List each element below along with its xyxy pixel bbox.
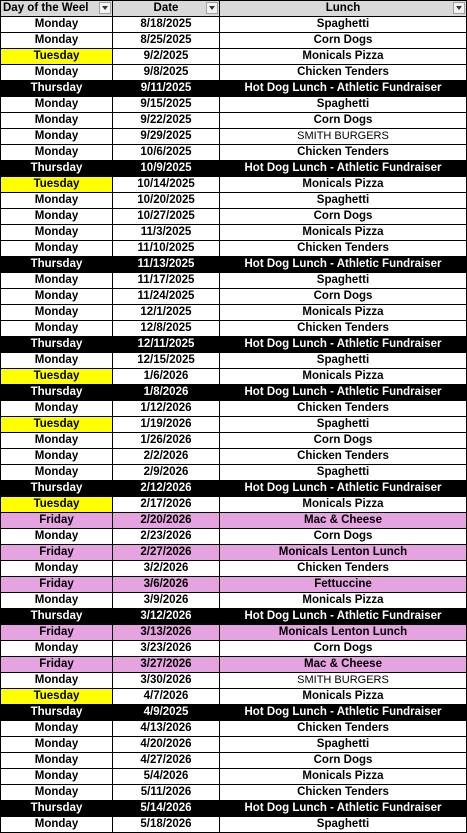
cell-day[interactable]: Thursday (1, 481, 113, 497)
cell-day[interactable]: Monday (1, 353, 113, 369)
cell-lunch[interactable]: Hot Dog Lunch - Athletic Fundraiser (220, 385, 467, 401)
table-row (1, 209, 467, 225)
table-row (1, 545, 467, 561)
table-row (1, 289, 467, 305)
cell-date[interactable]: 8/18/2025 (113, 17, 220, 33)
table-row (1, 369, 467, 385)
cell-date[interactable]: 4/7/2026 (113, 689, 220, 705)
filter-dropdown-date[interactable] (206, 2, 218, 14)
cell-date[interactable]: 11/10/2025 (113, 241, 220, 257)
cell-lunch[interactable]: Corn Dogs (220, 209, 467, 225)
cell-date[interactable]: 9/15/2025 (113, 97, 220, 113)
table-row (1, 337, 467, 353)
cell-lunch[interactable]: Corn Dogs (220, 753, 467, 769)
cell-day[interactable]: Monday (1, 465, 113, 481)
cell-lunch[interactable]: Chicken Tenders (220, 145, 467, 161)
cell-date[interactable]: 5/4/2026 (113, 769, 220, 785)
cell-lunch[interactable]: Spaghetti (220, 97, 467, 113)
table-row (1, 65, 467, 81)
dropdown-arrow-icon (102, 6, 108, 10)
cell-lunch[interactable]: Spaghetti (220, 193, 467, 209)
cell-day[interactable]: Thursday (1, 385, 113, 401)
table-row (1, 817, 467, 833)
cell-day[interactable]: Monday (1, 17, 113, 33)
cell-day[interactable]: Thursday (1, 81, 113, 97)
cell-lunch[interactable]: SMITH BURGERS (220, 673, 467, 689)
table-row (1, 353, 467, 369)
cell-date[interactable]: 1/6/2026 (113, 369, 220, 385)
table-row (1, 129, 467, 145)
cell-day[interactable]: Monday (1, 561, 113, 577)
table-row (1, 17, 467, 33)
cell-date[interactable]: 3/6/2026 (113, 577, 220, 593)
table-row (1, 401, 467, 417)
cell-day[interactable]: Monday (1, 401, 113, 417)
cell-day[interactable]: Thursday (1, 257, 113, 273)
cell-lunch[interactable]: Hot Dog Lunch - Athletic Fundraiser (220, 801, 467, 817)
cell-lunch[interactable]: Hot Dog Lunch - Athletic Fundraiser (220, 481, 467, 497)
cell-lunch[interactable]: Monicals Pizza (220, 177, 467, 193)
cell-lunch[interactable]: Spaghetti (220, 17, 467, 33)
cell-day[interactable]: Tuesday (1, 689, 113, 705)
cell-date[interactable]: 2/20/2026 (113, 513, 220, 529)
table-row (1, 113, 467, 129)
header-label: Date (153, 2, 179, 14)
cell-date[interactable]: 3/27/2026 (113, 657, 220, 673)
filter-dropdown-day[interactable] (99, 2, 111, 14)
cell-day[interactable]: Monday (1, 737, 113, 753)
header-day-of-week (1, 1, 113, 17)
cell-date[interactable]: 1/12/2026 (113, 401, 220, 417)
cell-lunch[interactable]: Chicken Tenders (220, 561, 467, 577)
cell-date[interactable]: 2/17/2026 (113, 497, 220, 513)
cell-day[interactable]: Monday (1, 209, 113, 225)
table-row (1, 273, 467, 289)
cell-date[interactable]: 9/2/2025 (113, 49, 220, 65)
cell-lunch[interactable]: Hot Dog Lunch - Athletic Fundraiser (220, 257, 467, 273)
cell-day[interactable]: Thursday (1, 609, 113, 625)
table-row (1, 801, 467, 817)
header-date (113, 1, 220, 17)
cell-lunch[interactable]: Corn Dogs (220, 529, 467, 545)
cell-date[interactable]: 3/9/2026 (113, 593, 220, 609)
table-row (1, 417, 467, 433)
cell-lunch[interactable]: Chicken Tenders (220, 321, 467, 337)
cell-date[interactable]: 3/13/2026 (113, 625, 220, 641)
table-row (1, 497, 467, 513)
cell-lunch[interactable]: Hot Dog Lunch - Athletic Fundraiser (220, 161, 467, 177)
cell-date[interactable]: 12/15/2025 (113, 353, 220, 369)
cell-day[interactable]: Monday (1, 641, 113, 657)
table-row (1, 785, 467, 801)
table-row (1, 257, 467, 273)
cell-day[interactable]: Monday (1, 593, 113, 609)
cell-date[interactable]: 3/2/2026 (113, 561, 220, 577)
cell-lunch[interactable]: Corn Dogs (220, 289, 467, 305)
cell-day[interactable]: Monday (1, 769, 113, 785)
cell-date[interactable]: 12/8/2025 (113, 321, 220, 337)
table-row (1, 625, 467, 641)
cell-lunch[interactable]: Spaghetti (220, 417, 467, 433)
table-row (1, 673, 467, 689)
cell-date[interactable]: 2/2/2026 (113, 449, 220, 465)
cell-lunch[interactable]: Chicken Tenders (220, 241, 467, 257)
cell-day[interactable]: Tuesday (1, 49, 113, 65)
table-row (1, 449, 467, 465)
table-row (1, 609, 467, 625)
cell-lunch[interactable]: Monicals Pizza (220, 497, 467, 513)
cell-lunch[interactable]: Chicken Tenders (220, 401, 467, 417)
cell-lunch[interactable]: Corn Dogs (220, 33, 467, 49)
cell-date[interactable]: 12/11/2025 (113, 337, 220, 353)
cell-date[interactable]: 9/8/2025 (113, 65, 220, 81)
cell-day[interactable]: Monday (1, 225, 113, 241)
cell-date[interactable]: 3/30/2026 (113, 673, 220, 689)
cell-lunch[interactable]: Corn Dogs (220, 433, 467, 449)
table-row (1, 753, 467, 769)
table-row (1, 513, 467, 529)
table-row (1, 321, 467, 337)
cell-date[interactable]: 3/23/2026 (113, 641, 220, 657)
table-row (1, 49, 467, 65)
cell-date[interactable]: 9/29/2025 (113, 129, 220, 145)
cell-day[interactable]: Monday (1, 97, 113, 113)
cell-lunch[interactable]: Monicals Lenton Lunch (220, 545, 467, 561)
cell-day[interactable]: Monday (1, 305, 113, 321)
table-row (1, 305, 467, 321)
cell-lunch[interactable]: Chicken Tenders (220, 449, 467, 465)
table-row (1, 561, 467, 577)
cell-date[interactable]: 11/24/2025 (113, 289, 220, 305)
header-label: Day of the Weel (3, 2, 89, 14)
cell-date[interactable]: 9/11/2025 (113, 81, 220, 97)
cell-lunch[interactable]: Corn Dogs (220, 641, 467, 657)
cell-day[interactable]: Monday (1, 433, 113, 449)
cell-date[interactable]: 11/13/2025 (113, 257, 220, 273)
cell-day[interactable]: Monday (1, 449, 113, 465)
cell-lunch[interactable]: Chicken Tenders (220, 785, 467, 801)
cell-date[interactable]: 11/17/2025 (113, 273, 220, 289)
cell-day[interactable]: Thursday (1, 161, 113, 177)
table-row (1, 721, 467, 737)
cell-date[interactable]: 5/11/2026 (113, 785, 220, 801)
cell-day[interactable]: Tuesday (1, 369, 113, 385)
cell-day[interactable]: Monday (1, 145, 113, 161)
cell-date[interactable]: 3/12/2026 (113, 609, 220, 625)
cell-lunch[interactable]: Spaghetti (220, 353, 467, 369)
cell-date[interactable]: 1/26/2026 (113, 433, 220, 449)
cell-lunch[interactable]: Spaghetti (220, 273, 467, 289)
cell-day[interactable]: Monday (1, 193, 113, 209)
cell-day[interactable]: Thursday (1, 801, 113, 817)
header-label: Lunch (325, 2, 361, 14)
cell-lunch[interactable]: Monicals Pizza (220, 369, 467, 385)
table-row (1, 657, 467, 673)
cell-day[interactable]: Thursday (1, 705, 113, 721)
cell-date[interactable]: 4/13/2026 (113, 721, 220, 737)
table-body (1, 17, 467, 833)
cell-day[interactable]: Monday (1, 129, 113, 145)
cell-lunch[interactable]: Monicals Pizza (220, 49, 467, 65)
cell-date[interactable]: 10/27/2025 (113, 209, 220, 225)
cell-day[interactable]: Monday (1, 289, 113, 305)
table-row (1, 593, 467, 609)
cell-date[interactable]: 8/25/2025 (113, 33, 220, 49)
table-row (1, 33, 467, 49)
cell-lunch[interactable]: Corn Dogs (220, 113, 467, 129)
cell-date[interactable]: 2/27/2026 (113, 545, 220, 561)
cell-lunch[interactable]: SMITH BURGERS (220, 129, 467, 145)
cell-day[interactable]: Monday (1, 241, 113, 257)
cell-date[interactable]: 9/22/2025 (113, 113, 220, 129)
table-row (1, 433, 467, 449)
cell-lunch[interactable]: Monicals Pizza (220, 689, 467, 705)
table-row (1, 737, 467, 753)
cell-lunch[interactable]: Monicals Lenton Lunch (220, 625, 467, 641)
dropdown-arrow-icon (456, 6, 462, 10)
cell-date[interactable]: 10/9/2025 (113, 161, 220, 177)
cell-day[interactable]: Tuesday (1, 497, 113, 513)
header-lunch (220, 1, 467, 17)
cell-day[interactable]: Monday (1, 721, 113, 737)
cell-day[interactable]: Tuesday (1, 417, 113, 433)
table-row (1, 705, 467, 721)
table-row (1, 577, 467, 593)
table-row (1, 241, 467, 257)
table-row (1, 225, 467, 241)
table-row (1, 689, 467, 705)
cell-lunch[interactable]: Monicals Pizza (220, 593, 467, 609)
cell-day[interactable]: Monday (1, 785, 113, 801)
table-row (1, 145, 467, 161)
cell-date[interactable]: 11/3/2025 (113, 225, 220, 241)
cell-date[interactable]: 10/6/2025 (113, 145, 220, 161)
cell-day[interactable]: Friday (1, 545, 113, 561)
cell-lunch[interactable]: Fettuccine (220, 577, 467, 593)
table-row (1, 769, 467, 785)
table-row (1, 465, 467, 481)
cell-lunch[interactable]: Monicals Pizza (220, 225, 467, 241)
header-row (1, 1, 467, 17)
cell-date[interactable]: 2/9/2026 (113, 465, 220, 481)
cell-date[interactable]: 10/20/2025 (113, 193, 220, 209)
table-row (1, 161, 467, 177)
dropdown-arrow-icon (209, 6, 215, 10)
cell-lunch[interactable]: Chicken Tenders (220, 65, 467, 81)
cell-day[interactable]: Monday (1, 673, 113, 689)
table-row (1, 97, 467, 113)
cell-day[interactable]: Friday (1, 513, 113, 529)
cell-date[interactable]: 1/19/2026 (113, 417, 220, 433)
table-row (1, 529, 467, 545)
cell-lunch[interactable]: Spaghetti (220, 737, 467, 753)
cell-date[interactable]: 2/12/2026 (113, 481, 220, 497)
cell-day[interactable]: Monday (1, 33, 113, 49)
table-row (1, 81, 467, 97)
cell-date[interactable]: 12/1/2025 (113, 305, 220, 321)
cell-day[interactable]: Monday (1, 817, 113, 833)
cell-day[interactable]: Monday (1, 321, 113, 337)
cell-lunch[interactable]: Mac & Cheese (220, 513, 467, 529)
cell-date[interactable]: 5/14/2026 (113, 801, 220, 817)
cell-day[interactable]: Monday (1, 65, 113, 81)
cell-date[interactable]: 4/20/2026 (113, 737, 220, 753)
cell-day[interactable]: Friday (1, 625, 113, 641)
cell-lunch[interactable]: Monicals Pizza (220, 769, 467, 785)
filter-dropdown-lunch[interactable] (453, 2, 465, 14)
table-row (1, 641, 467, 657)
table-row (1, 177, 467, 193)
cell-date[interactable]: 4/9/2025 (113, 705, 220, 721)
cell-date[interactable]: 1/8/2026 (113, 385, 220, 401)
cell-lunch[interactable]: Hot Dog Lunch - Athletic Fundraiser (220, 337, 467, 353)
cell-lunch[interactable]: Spaghetti (220, 465, 467, 481)
cell-day[interactable]: Monday (1, 113, 113, 129)
cell-lunch[interactable]: Spaghetti (220, 817, 467, 833)
cell-day[interactable]: Friday (1, 657, 113, 673)
cell-lunch[interactable]: Hot Dog Lunch - Athletic Fundraiser (220, 705, 467, 721)
cell-day[interactable]: Monday (1, 753, 113, 769)
cell-lunch[interactable]: Mac & Cheese (220, 657, 467, 673)
table-row (1, 385, 467, 401)
cell-lunch[interactable]: Chicken Tenders (220, 721, 467, 737)
cell-date[interactable]: 2/23/2026 (113, 529, 220, 545)
cell-day[interactable]: Tuesday (1, 177, 113, 193)
table-row (1, 193, 467, 209)
cell-lunch[interactable]: Hot Dog Lunch - Athletic Fundraiser (220, 609, 467, 625)
cell-lunch[interactable]: Monicals Pizza (220, 305, 467, 321)
cell-day[interactable]: Thursday (1, 337, 113, 353)
cell-date[interactable]: 5/18/2026 (113, 817, 220, 833)
cell-date[interactable]: 4/27/2026 (113, 753, 220, 769)
cell-day[interactable]: Monday (1, 529, 113, 545)
cell-day[interactable]: Monday (1, 273, 113, 289)
table-row (1, 481, 467, 497)
cell-day[interactable]: Friday (1, 577, 113, 593)
cell-date[interactable]: 10/14/2025 (113, 177, 220, 193)
cell-lunch[interactable]: Hot Dog Lunch - Athletic Fundraiser (220, 81, 467, 97)
